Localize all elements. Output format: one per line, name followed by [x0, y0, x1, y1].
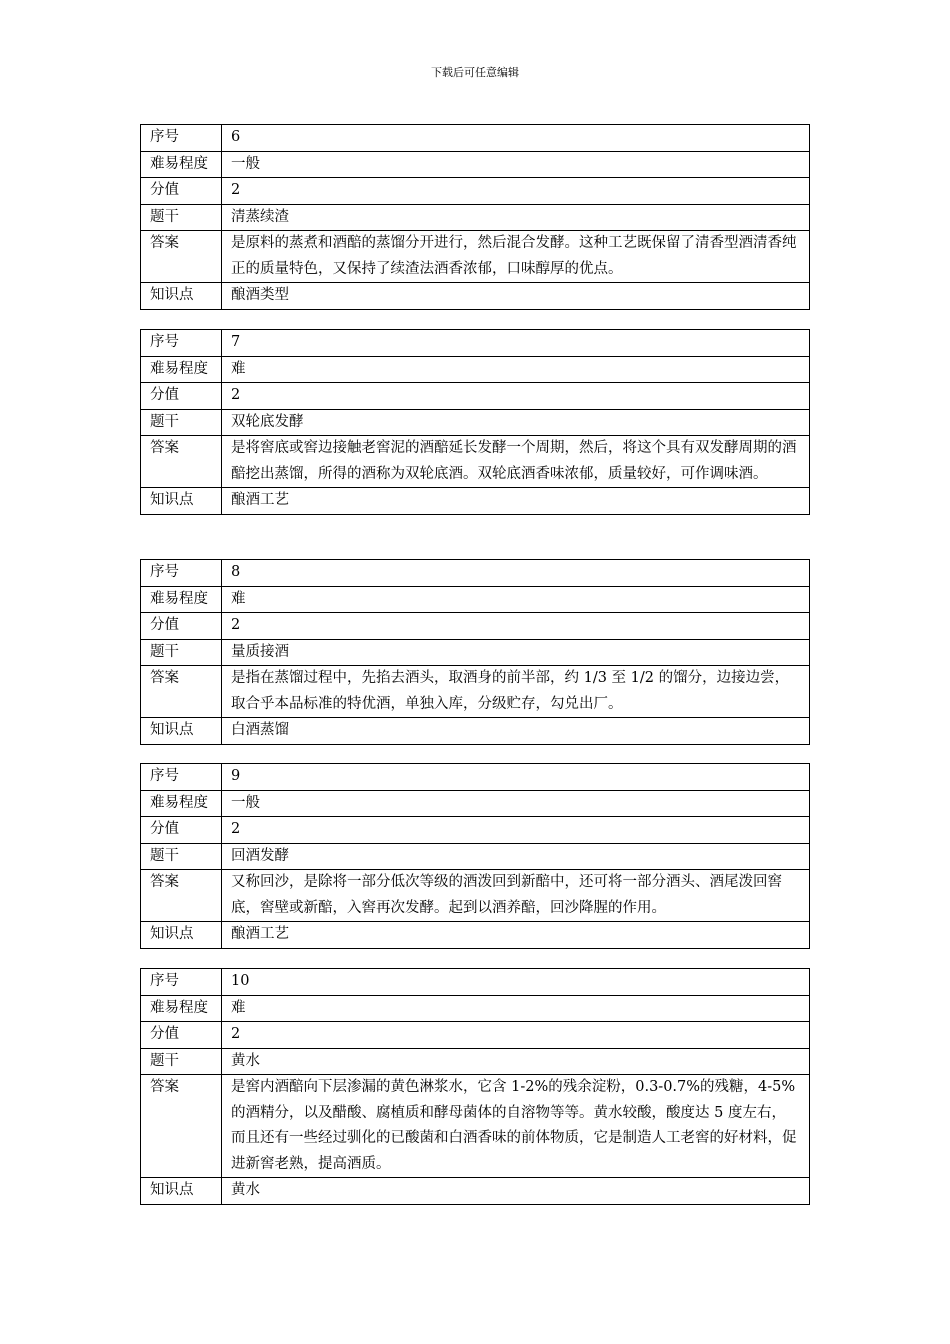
answer-value: 又称回沙，是除将一部分低次等级的酒泼回到新醅中，还可将一部分酒头、酒尾泼回窖底，窖壁或新醅，入窖再次发酵。起到以酒养醅，回沙降腥的作用。	[222, 870, 810, 922]
answer-value: 是指在蒸馏过程中，先掐去酒头，取酒身的前半部，约 1/3 至 1/2 的馏分，边接边尝，取合乎本品标准的特优酒，单独入库，分级贮存，勾兑出厂。	[222, 666, 810, 718]
answer-row	[141, 436, 810, 488]
score-label: 分值	[141, 178, 222, 205]
answer-label: 答案	[141, 870, 222, 922]
number-row	[141, 764, 810, 791]
difficulty-value: 一般	[222, 790, 810, 817]
score-label: 分值	[141, 817, 222, 844]
score-label: 分值	[141, 383, 222, 410]
stem-label: 题干	[141, 204, 222, 231]
number-row	[141, 969, 810, 996]
number-label: 序号	[141, 125, 222, 152]
answer-value: 是将窖底或窖边接触老窖泥的酒醅延长发酵一个周期，然后，将这个具有双发酵周期的酒醅挖出蒸馏，所得的酒称为双轮底酒。双轮底酒香味浓郁，质量较好，可作调味酒。	[222, 436, 810, 488]
stem-row	[141, 1048, 810, 1075]
knowledge-label: 知识点	[141, 718, 222, 745]
knowledge-value: 白酒蒸馏	[222, 718, 810, 745]
difficulty-value: 难	[222, 995, 810, 1022]
score-label: 分值	[141, 613, 222, 640]
score-row	[141, 178, 810, 205]
stem-label: 题干	[141, 843, 222, 870]
number-row	[141, 560, 810, 587]
difficulty-label: 难易程度	[141, 995, 222, 1022]
stem-label: 题干	[141, 409, 222, 436]
score-value: 2	[222, 383, 810, 410]
knowledge-value: 酿酒工艺	[222, 922, 810, 949]
difficulty-value: 难	[222, 586, 810, 613]
score-value: 2	[222, 613, 810, 640]
number-label: 序号	[141, 330, 222, 357]
stem-label: 题干	[141, 639, 222, 666]
knowledge-value: 黄水	[222, 1178, 810, 1205]
knowledge-row	[141, 718, 810, 745]
answer-label: 答案	[141, 436, 222, 488]
answer-label: 答案	[141, 231, 222, 283]
answer-row	[141, 666, 810, 718]
knowledge-row	[141, 488, 810, 515]
difficulty-row	[141, 151, 810, 178]
score-row	[141, 383, 810, 410]
knowledge-label: 知识点	[141, 488, 222, 515]
score-row	[141, 613, 810, 640]
answer-label: 答案	[141, 666, 222, 718]
score-value: 2	[222, 178, 810, 205]
stem-label: 题干	[141, 1048, 222, 1075]
stem-row	[141, 843, 810, 870]
knowledge-value: 酿酒工艺	[222, 488, 810, 515]
knowledge-value: 酿酒类型	[222, 283, 810, 310]
stem-value: 双轮底发酵	[222, 409, 810, 436]
score-value: 2	[222, 817, 810, 844]
score-value: 2	[222, 1022, 810, 1049]
answer-value: 是原料的蒸煮和酒醅的蒸馏分开进行，然后混合发酵。这种工艺既保留了清香型酒清香纯正的质量特色，又保持了续渣法酒香浓郁，口味醇厚的优点。	[222, 231, 810, 283]
knowledge-label: 知识点	[141, 283, 222, 310]
knowledge-row	[141, 1178, 810, 1205]
number-label: 序号	[141, 560, 222, 587]
difficulty-label: 难易程度	[141, 151, 222, 178]
question-table	[140, 124, 810, 310]
knowledge-label: 知识点	[141, 922, 222, 949]
score-row	[141, 1022, 810, 1049]
difficulty-row	[141, 790, 810, 817]
number-value: 7	[222, 330, 810, 357]
difficulty-value: 一般	[222, 151, 810, 178]
knowledge-row	[141, 283, 810, 310]
stem-row	[141, 639, 810, 666]
stem-value: 回酒发酵	[222, 843, 810, 870]
answer-label: 答案	[141, 1075, 222, 1178]
knowledge-label: 知识点	[141, 1178, 222, 1205]
difficulty-label: 难易程度	[141, 356, 222, 383]
difficulty-label: 难易程度	[141, 586, 222, 613]
stem-value: 黄水	[222, 1048, 810, 1075]
difficulty-row	[141, 586, 810, 613]
question-table	[140, 559, 810, 745]
number-row	[141, 125, 810, 152]
number-value: 10	[222, 969, 810, 996]
stem-value: 量质接酒	[222, 639, 810, 666]
difficulty-value: 难	[222, 356, 810, 383]
answer-row	[141, 1075, 810, 1178]
difficulty-row	[141, 995, 810, 1022]
number-value: 8	[222, 560, 810, 587]
page-header: 下载后可任意编辑	[431, 66, 519, 79]
number-row	[141, 330, 810, 357]
number-label: 序号	[141, 969, 222, 996]
stem-value: 清蒸续渣	[222, 204, 810, 231]
number-label: 序号	[141, 764, 222, 791]
question-table	[140, 968, 810, 1205]
stem-row	[141, 204, 810, 231]
stem-row	[141, 409, 810, 436]
difficulty-label: 难易程度	[141, 790, 222, 817]
score-label: 分值	[141, 1022, 222, 1049]
answer-value: 是窖内酒醅向下层渗漏的黄色淋浆水，它含 1-2%的残余淀粉，0.3-0.7%的残糖，4-5%的酒精分，以及醋酸、腐植质和酵母菌体的自溶物等等。黄水较酸，酸度达 5 度左右，而且还有一些经过驯化的已酸菌和白酒香味的前体物质，它是制造人工老窖的好材料，促进新窖老熟，提高酒质。	[222, 1075, 810, 1178]
number-value: 9	[222, 764, 810, 791]
question-table	[140, 763, 810, 949]
answer-row	[141, 870, 810, 922]
knowledge-row	[141, 922, 810, 949]
answer-row	[141, 231, 810, 283]
score-row	[141, 817, 810, 844]
number-value: 6	[222, 125, 810, 152]
difficulty-row	[141, 356, 810, 383]
question-table	[140, 329, 810, 515]
